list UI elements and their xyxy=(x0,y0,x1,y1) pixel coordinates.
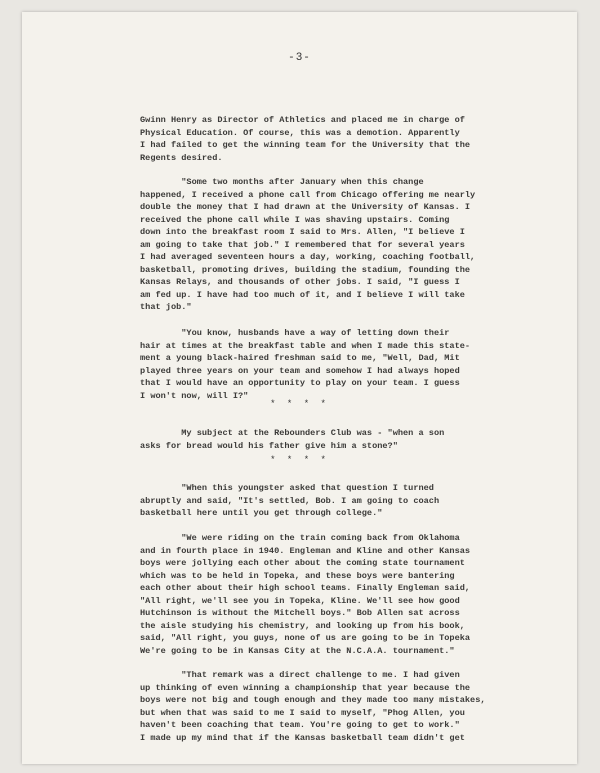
text-line: double the money that I had drawn at the University of Kansas. I xyxy=(140,202,471,212)
text-line: the aisle studying his chemistry, and looking up from his book, xyxy=(140,620,465,631)
text-line: Physical Education. Of course, this was a demotion. Apparently xyxy=(140,127,460,138)
text-line: I made up my mind that if the Kansas basketball team didn't get xyxy=(140,732,465,743)
text-line: My subject at the Rebounders Club was - "when a son xyxy=(140,428,445,438)
section-separator: * * * * xyxy=(270,399,329,409)
text-line: I had averaged seventeen hours a day, working, coaching football, xyxy=(140,252,476,262)
text-line: but when that was said to me I said to myself, "Phog Allen, you xyxy=(140,707,465,718)
document-page xyxy=(22,12,577,764)
text-line: each other about their high school teams. Finally Engleman said, xyxy=(140,583,471,593)
text-line: "That remark was a direct challenge to me. I had given xyxy=(140,670,460,680)
text-line: that I would have an opportunity to play on your team. I guess xyxy=(140,378,460,388)
text-line: am going to take that job." I remembered that for several years xyxy=(140,239,465,250)
text-line: hair at times at the breakfast table and when I made this state- xyxy=(140,340,471,351)
paragraph-1 xyxy=(140,114,470,164)
text-line: Gwinn Henry as Director of Athletics and placed me in charge of xyxy=(140,115,465,125)
page-number: -3- xyxy=(288,52,311,64)
text-line: which was to be held in Topeka, and these boys were bantering xyxy=(140,570,455,581)
text-line: and in fourth place in 1940. Engleman and Kline and other Kansas xyxy=(140,545,471,556)
text-line: abruptly and said, "It's settled, Bob. I am going to coach xyxy=(140,495,440,506)
text-line: "Some two months after January when this change xyxy=(140,177,424,187)
text-line: played three years on your team and somehow I had always hoped xyxy=(140,365,460,376)
text-line: haven't been coaching that team. You're going to get to work." xyxy=(140,720,460,730)
text-line: said, "All right, you guys, none of us are going to be in Topeka xyxy=(140,633,471,643)
text-line: Regents desired. xyxy=(140,152,223,163)
text-line: "When this youngster asked that question I turned xyxy=(140,483,434,493)
text-line: Hutchinson is without the Mitchell boys." Bob Allen sat across xyxy=(140,608,460,618)
text-line: asks for bread would his father give him a stone?" xyxy=(140,440,398,451)
text-line: received the phone call while I was shaving upstairs. Coming xyxy=(140,214,450,225)
text-line: I had failed to get the winning team for the University that the xyxy=(140,140,471,150)
paragraph-2 xyxy=(140,176,475,314)
text-line: I won't now, will I?" xyxy=(140,390,249,401)
text-line: down into the breakfast room I said to Mrs. Allen, "I believe I xyxy=(140,227,465,237)
paragraph-4 xyxy=(140,427,444,452)
text-line: Kansas Relays, and thousands of other jobs. I said, "I guess I xyxy=(140,277,460,287)
paragraph-6 xyxy=(140,532,470,657)
text-line: up thinking of even winning a championship that year because the xyxy=(140,682,471,693)
paragraph-5 xyxy=(140,482,439,520)
text-line: am fed up. I have had too much of it, and I believe I will take xyxy=(140,289,465,300)
text-line: boys were jollying each other about the coming state tournament xyxy=(140,558,465,568)
text-line: basketball, promoting drives, building the stadium, founding the xyxy=(140,264,471,275)
text-line: ment a young black-haired freshman said to me, "Well, Dad, Mit xyxy=(140,353,460,363)
text-line: "All right, we'll see you in Topeka, Kline. We'll see how good xyxy=(140,595,460,606)
paragraph-7 xyxy=(140,669,486,744)
paragraph-3 xyxy=(140,327,470,402)
text-line: "You know, husbands have a way of letting down their xyxy=(140,328,450,338)
text-line: "We were riding on the train coming back from Oklahoma xyxy=(140,533,460,543)
section-separator: * * * * xyxy=(270,455,329,465)
text-line: basketball here until you get through college." xyxy=(140,508,383,518)
text-line: We're going to be in Kansas City at the N.C.A.A. tournament." xyxy=(140,645,455,656)
text-line: happened, I received a phone call from Chicago offering me nearly xyxy=(140,189,476,200)
text-line: boys were not big and tough enough and they made too many mistakes, xyxy=(140,695,486,705)
text-line: that job." xyxy=(140,302,192,312)
